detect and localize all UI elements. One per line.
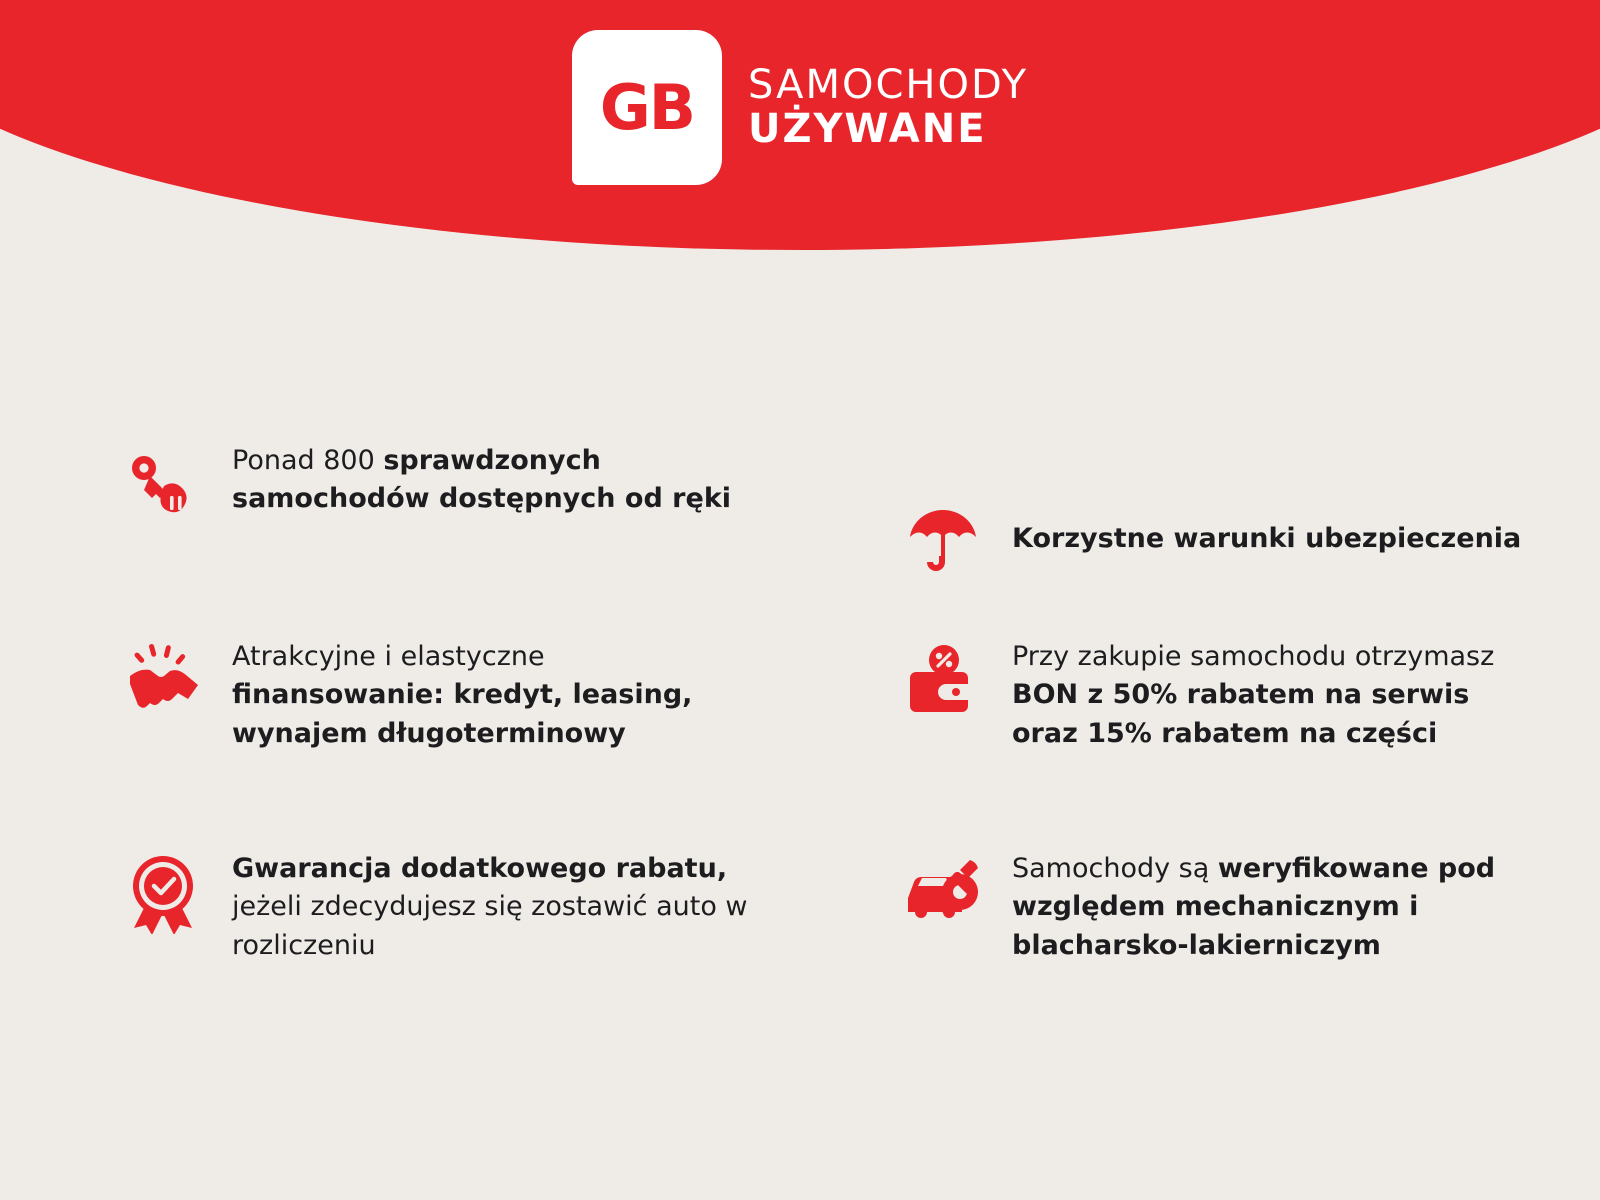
gb-logo [572,30,722,185]
feature-verified-cars [880,848,1600,1028]
car-keys-icon [120,446,206,532]
umbrella-icon [900,498,986,584]
brand-line-samochody: SAMOCHODY [747,62,1029,109]
feature-text-part-bold: BON z 50% rabatem na serwis oraz 15% rabatem na części [1012,679,1470,749]
brand-line-uzywane: UŻYWANE [747,105,987,152]
feature-text [1012,636,1532,753]
feature-text-part-regular: Przy zakupie samochodu otrzymasz [1012,641,1495,672]
feature-text-part-regular: Ponad 800 [232,445,384,476]
handshake-icon [120,636,206,722]
feature-text-part-bold: finansowanie: kredyt, leasing, wynajem długoterminowy [232,679,693,749]
page-header [0,0,1600,250]
feature-text [232,440,752,519]
feature-text-part-bold: weryfikowane pod względem mechanicznym i blacharsko-lakierniczym [1012,853,1496,961]
feature-text [1012,848,1532,965]
feature-text-part-bold: sprawdzonych samochodów dostępnych od ręki [232,445,732,515]
wallet-discount-icon [900,636,986,722]
logo-text: GB [599,70,695,144]
feature-financing [120,636,860,848]
feature-text [1012,518,1521,558]
feature-trade-in-discount [120,848,860,1028]
feature-text-part-bold: Korzystne warunki ubezpieczenia [1012,522,1522,554]
feature-insurance [880,440,1600,636]
feature-text-part-bold: Gwarancja dodatkowego rabatu, [232,853,728,884]
feature-text-part-regular: Atrakcyjne i elastyczne [232,641,545,672]
award-badge-icon [120,848,206,934]
feature-cars-available [120,440,860,636]
feature-text-part-regular: Samochody są [1012,853,1218,884]
brand-wordmark [748,64,1028,150]
feature-text [232,848,752,965]
feature-text [232,636,752,753]
feature-service-voucher [880,636,1600,848]
car-wrench-icon [900,848,986,934]
feature-text-part-regular: jeżeli zdecydujesz się zostawić auto w rozliczeniu [232,891,748,961]
features-grid [0,440,1600,1028]
brand-lockup [0,30,1600,185]
